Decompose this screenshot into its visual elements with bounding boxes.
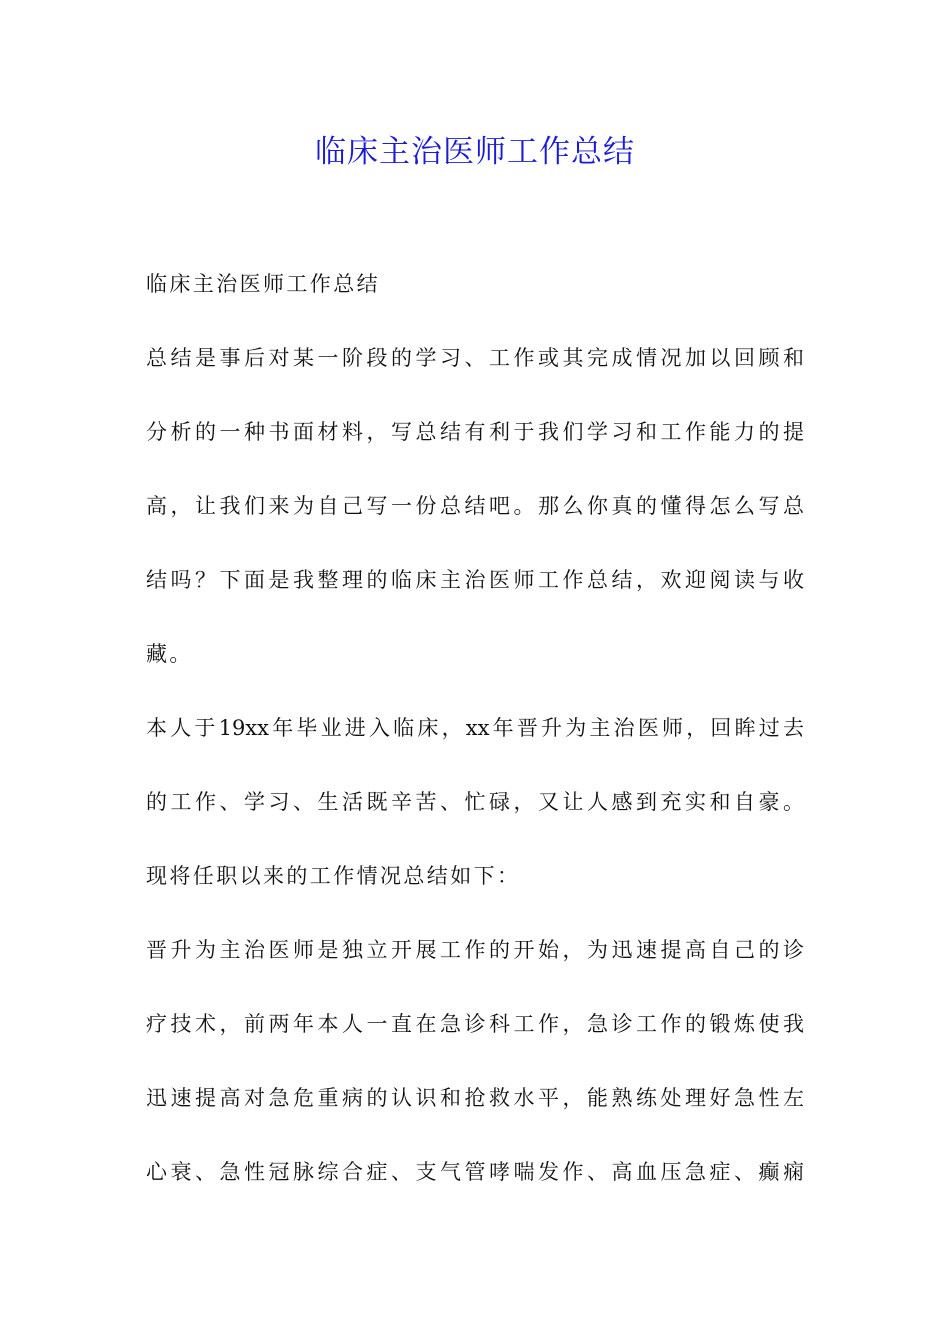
- document-title: 临床主治医师工作总结: [315, 134, 635, 170]
- body-line: 晋升为主治医师是独立开展工作的开始，为迅速提高自己的诊: [146, 938, 804, 962]
- body-line: 心衰、急性冠脉综合症、支气管哮喘发作、高血压急症、癫痫: [146, 1160, 804, 1184]
- body-line: 分析的一种书面材料，写总结有利于我们学习和工作能力的提: [146, 420, 804, 444]
- body-line: 藏。: [146, 642, 193, 666]
- body-line: 迅速提高对急危重病的认识和抢救水平，能熟练处理好急性左: [146, 1086, 804, 1110]
- body-line: 临床主治医师工作总结: [146, 272, 380, 296]
- body-line: 疗技术，前两年本人一直在急诊科工作，急诊工作的锻炼使我: [146, 1012, 804, 1036]
- body-line: 本人于19xx年毕业进入临床，xx年晋升为主治医师，回眸过去: [146, 716, 804, 740]
- document-body: [146, 261, 804, 1223]
- body-line: 结吗？下面是我整理的临床主治医师工作总结，欢迎阅读与收: [146, 568, 804, 592]
- body-line: 的工作、学习、生活既辛苦、忙碌，又让人感到充实和自豪。: [146, 790, 804, 814]
- body-line: 高，让我们来为自己写一份总结吧。那么你真的懂得怎么写总: [146, 494, 804, 518]
- body-line: 现将任职以来的工作情况总结如下：: [146, 864, 521, 888]
- body-line: 总结是事后对某一阶段的学习、工作或其完成情况加以回顾和: [146, 346, 804, 370]
